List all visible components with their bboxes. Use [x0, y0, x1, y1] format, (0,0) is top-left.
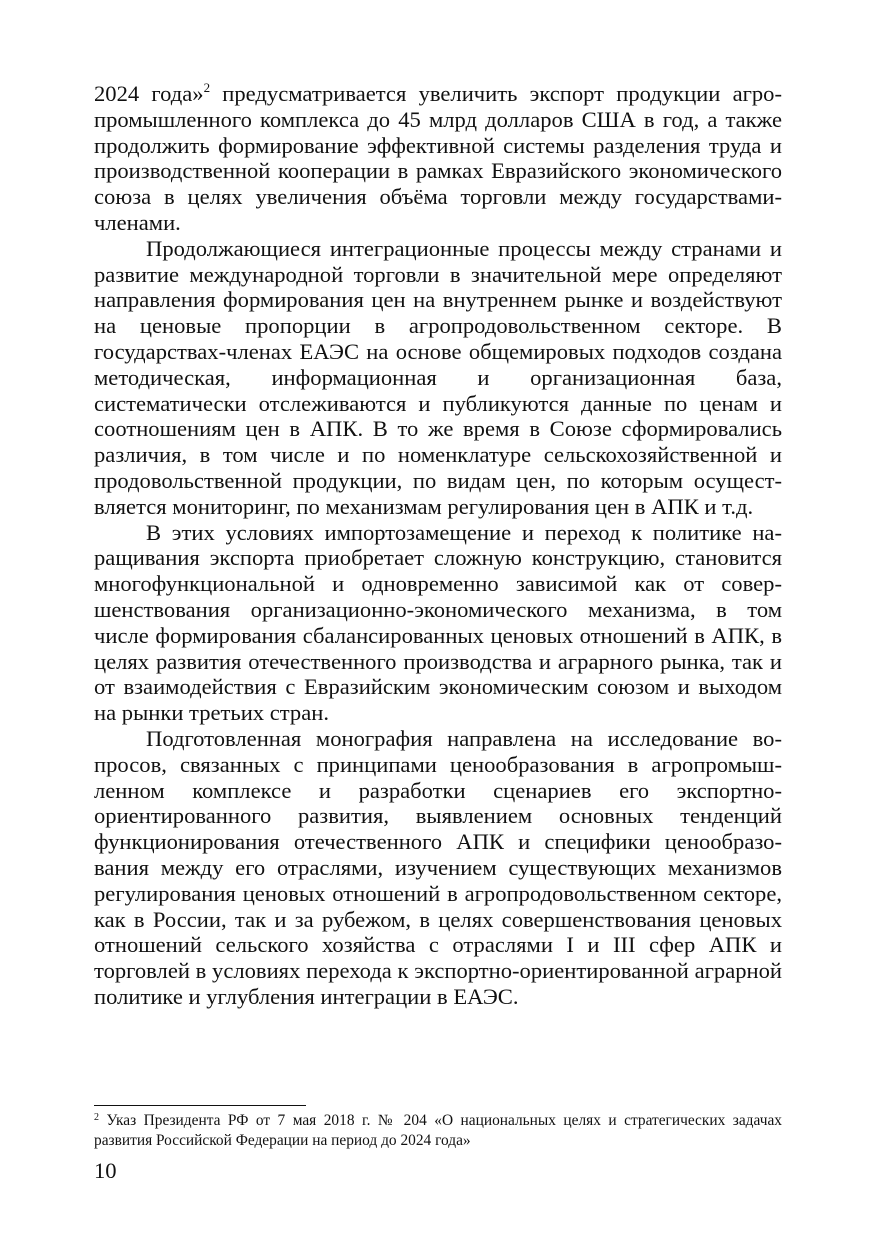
paragraph-1	[94, 81, 782, 236]
footnote-reference[interactable]: 2	[203, 80, 211, 95]
body-text	[94, 81, 782, 1010]
paragraph-3: В этих условиях импортозамещение и переход к политике наращивания экспорта приобретает сложную конструкцию, становится многофункциональной и одновременно зависимой как от совершенствования организационно-экономического механизма, в том числе формирования сбалансированных ценовых отношений в АПК, в целях развития отечественного производства и аграрного рынка, так и от взаимодействия с Евразийским экономическим союзом и выходом на рынки третьих стран.	[94, 519, 782, 726]
footnote	[94, 1111, 782, 1151]
paragraph-4: Подготовленная монография направлена на исследование вопросов, связанных с принципами ценообразования в агропромышленном комплексе и разработки сценариев его экспортно-ориентированного развития, выявлением основных тенденций функционирования отечественного АПК и специфики ценообразования между его отраслями, изучением существующих механизмов регулирования ценовых отношений в агропродовольственном секторе, как в России, так и за рубежом, в целях совершенствования ценовых отношений сельского хозяйства с отраслями I и III сфер АПК и торговлей в условиях перехода к экспортно-ориентированной аграрной политике и углубления интеграции в ЕАЭС.	[94, 725, 782, 1009]
paragraph-2: Продолжающиеся интеграционные процессы между странами и развитие международной торговли в значительной мере определяют направления формирования цен на внутреннем рынке и воздействуют на ценовые пропорции в агропродовольственном секторе. В государствах-членах ЕАЭС на основе общемировых подходов создана методическая, информационная и организационная база, систематически отслеживаются и публикуются данные по ценам и соотношениям цен в АПК. В то же время в Союзе сформировались различия, в том числе и по номенклатуре сельскохозяйственной и продовольственной продукции, по видам цен, по которым осуществляется мониторинг, по механизмам регулирования цен в АПК и т.д.	[94, 235, 782, 519]
footnote-text: Указ Президента РФ от 7 мая 2018 г. № 204 «О национальных целях и стратегических задачах развития Российской Федерации на период до 2024 года»	[94, 1112, 782, 1149]
paragraph-1-lead: 2024 года»	[94, 81, 204, 106]
footnote-mark: 2	[94, 1112, 99, 1123]
footnote-divider	[94, 1105, 306, 1106]
paragraph-1-text: предусматривается увеличить экспорт продукции агропромышленного комплекса до 45 млрд долларов США в год, а также продолжить формирование эффективной системы разделения труда и производственной кооперации в рамках Евразийского экономического союза в целях увеличения объёма торговли между государствами-членами.	[94, 81, 782, 235]
page-number: 10	[94, 1158, 117, 1183]
